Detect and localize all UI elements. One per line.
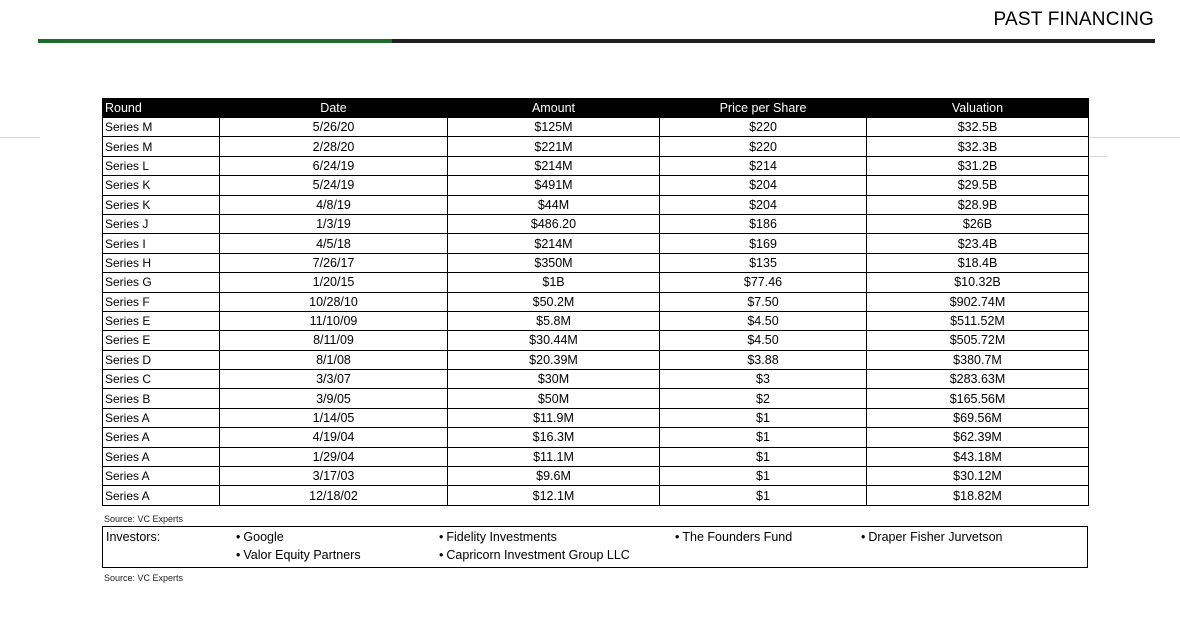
table-cell: $380.7M [867,350,1089,369]
table-cell: $28.9B [867,195,1089,214]
table-row [103,350,1089,369]
table-cell: $1 [660,467,867,486]
header-rule-green [38,39,392,43]
table-cell: $50.2M [448,292,660,311]
table-cell: 4/8/19 [220,195,448,214]
source-note: Source: VC Experts [104,573,184,583]
table-cell: $283.63M [867,370,1089,389]
table-cell: $9.6M [448,467,660,486]
table-cell: $18.82M [867,486,1089,505]
table-header-row [103,99,1089,118]
table-cell: 8/1/08 [220,350,448,369]
table-cell: Series A [103,486,220,505]
table-cell: $214M [448,234,660,253]
investor-item [236,548,361,562]
table-body [103,118,1089,506]
table-cell: Series C [103,370,220,389]
table-row [103,389,1089,408]
table-cell: $5.8M [448,311,660,330]
table-cell: $220 [660,118,867,137]
table-cell: $186 [660,214,867,233]
table-cell: $31.2B [867,156,1089,175]
table-cell: 5/26/20 [220,118,448,137]
table-row [103,234,1089,253]
table-cell: $486.20 [448,214,660,233]
investor-name: Fidelity Investments [446,530,557,544]
table-cell: $32.3B [867,137,1089,156]
table-cell: $204 [660,195,867,214]
table-cell: 8/11/09 [220,331,448,350]
column-header: Price per Share [660,99,867,118]
table-cell: Series M [103,118,220,137]
table-cell: 2/28/20 [220,137,448,156]
table-cell: Series K [103,195,220,214]
table-cell: $204 [660,176,867,195]
table-cell: Series I [103,234,220,253]
table-row [103,467,1089,486]
table-cell: $11.9M [448,408,660,427]
table-cell: $511.52M [867,311,1089,330]
table-cell: Series L [103,156,220,175]
table-cell: $7.50 [660,292,867,311]
table-cell: $18.4B [867,253,1089,272]
investor-item [439,548,630,562]
table-cell: $30.12M [867,467,1089,486]
table-cell: $20.39M [448,350,660,369]
header-rule-dark [392,39,1155,43]
table-cell: $214M [448,156,660,175]
table-row [103,156,1089,175]
table-cell: $30.44M [448,331,660,350]
faint-guide-line [1087,137,1180,138]
table-cell: $220 [660,137,867,156]
table-cell: $29.5B [867,176,1089,195]
table-cell: $1 [660,428,867,447]
table-cell: Series B [103,389,220,408]
table-cell: $4.50 [660,331,867,350]
table-row [103,137,1089,156]
faint-guide-line [0,137,40,138]
investor-name: Capricorn Investment Group LLC [446,548,630,562]
investor-name: The Founders Fund [682,530,793,544]
table-cell: 6/24/19 [220,156,448,175]
column-header: Round [103,99,220,118]
table-row [103,447,1089,466]
table-cell: $23.4B [867,234,1089,253]
table-row [103,118,1089,137]
table-cell: $12.1M [448,486,660,505]
table-cell: $3 [660,370,867,389]
table-row [103,331,1089,350]
table-cell: 7/26/17 [220,253,448,272]
table-cell: $505.72M [867,331,1089,350]
table-row [103,428,1089,447]
table-cell: $491M [448,176,660,195]
table-cell: $1 [660,447,867,466]
table-row [103,370,1089,389]
table-cell: 12/18/02 [220,486,448,505]
investor-name: Google [243,530,284,544]
table-cell: $1 [660,408,867,427]
table-cell: Series D [103,350,220,369]
table-row [103,292,1089,311]
table-cell: $221M [448,137,660,156]
table-cell: Series A [103,408,220,427]
table-cell: $214 [660,156,867,175]
bullet-icon: • [439,548,444,562]
table-cell: 1/3/19 [220,214,448,233]
table-cell: $350M [448,253,660,272]
table-cell: Series A [103,447,220,466]
table-cell: 1/29/04 [220,447,448,466]
table-cell: Series A [103,428,220,447]
table-cell: Series E [103,331,220,350]
column-header: Date [220,99,448,118]
table-cell: $10.32B [867,273,1089,292]
table-cell: $1B [448,273,660,292]
investor-item [236,530,284,544]
table-cell: $50M [448,389,660,408]
investor-name: Valor Equity Partners [243,548,361,562]
table-row [103,214,1089,233]
table-row [103,486,1089,505]
table-cell: $125M [448,118,660,137]
table-cell: 1/20/15 [220,273,448,292]
table-cell: 4/5/18 [220,234,448,253]
table-cell: $165.56M [867,389,1089,408]
bullet-icon: • [236,530,241,544]
table-cell: Series E [103,311,220,330]
table-cell: $3.88 [660,350,867,369]
table-cell: $4.50 [660,311,867,330]
page-title: PAST FINANCING [993,9,1154,30]
table-cell: Series M [103,137,220,156]
table-cell: $32.5B [867,118,1089,137]
investor-name: Draper Fisher Jurvetson [868,530,1003,544]
financing-table [102,98,1089,506]
table-cell: 4/19/04 [220,428,448,447]
faint-guide-line [1087,156,1107,157]
bullet-icon: • [439,530,444,544]
table-cell: 3/3/07 [220,370,448,389]
investor-item [675,530,792,544]
table-cell: $44M [448,195,660,214]
table-cell: 3/17/03 [220,467,448,486]
table-row [103,176,1089,195]
table-cell: $62.39M [867,428,1089,447]
table-cell: Series A [103,467,220,486]
bullet-icon: • [861,530,866,544]
investors-label: Investors: [106,530,161,544]
table-cell: $43.18M [867,447,1089,466]
table-row [103,311,1089,330]
table-cell: $135 [660,253,867,272]
bullet-icon: • [675,530,680,544]
table-cell: Series K [103,176,220,195]
source-note: Source: VC Experts [104,514,184,524]
table-cell: $30M [448,370,660,389]
table-cell: Series H [103,253,220,272]
investors-box [102,526,1088,568]
table-cell: $2 [660,389,867,408]
table-cell: $902.74M [867,292,1089,311]
table-cell: $16.3M [448,428,660,447]
table-cell: Series J [103,214,220,233]
investor-item [861,530,1002,544]
table-cell: 1/14/05 [220,408,448,427]
table-cell: $1 [660,486,867,505]
table-cell: 3/9/05 [220,389,448,408]
table-cell: $169 [660,234,867,253]
table-row [103,253,1089,272]
table-cell: $69.56M [867,408,1089,427]
table-cell: 11/10/09 [220,311,448,330]
table-cell: Series F [103,292,220,311]
column-header: Amount [448,99,660,118]
column-header: Valuation [867,99,1089,118]
table-cell: 5/24/19 [220,176,448,195]
table-cell: $11.1M [448,447,660,466]
table-row [103,408,1089,427]
table-cell: Series G [103,273,220,292]
table-row [103,195,1089,214]
table-cell: $26B [867,214,1089,233]
investor-item [439,530,557,544]
table-cell: $77.46 [660,273,867,292]
table-row [103,273,1089,292]
bullet-icon: • [236,548,241,562]
table-cell: 10/28/10 [220,292,448,311]
